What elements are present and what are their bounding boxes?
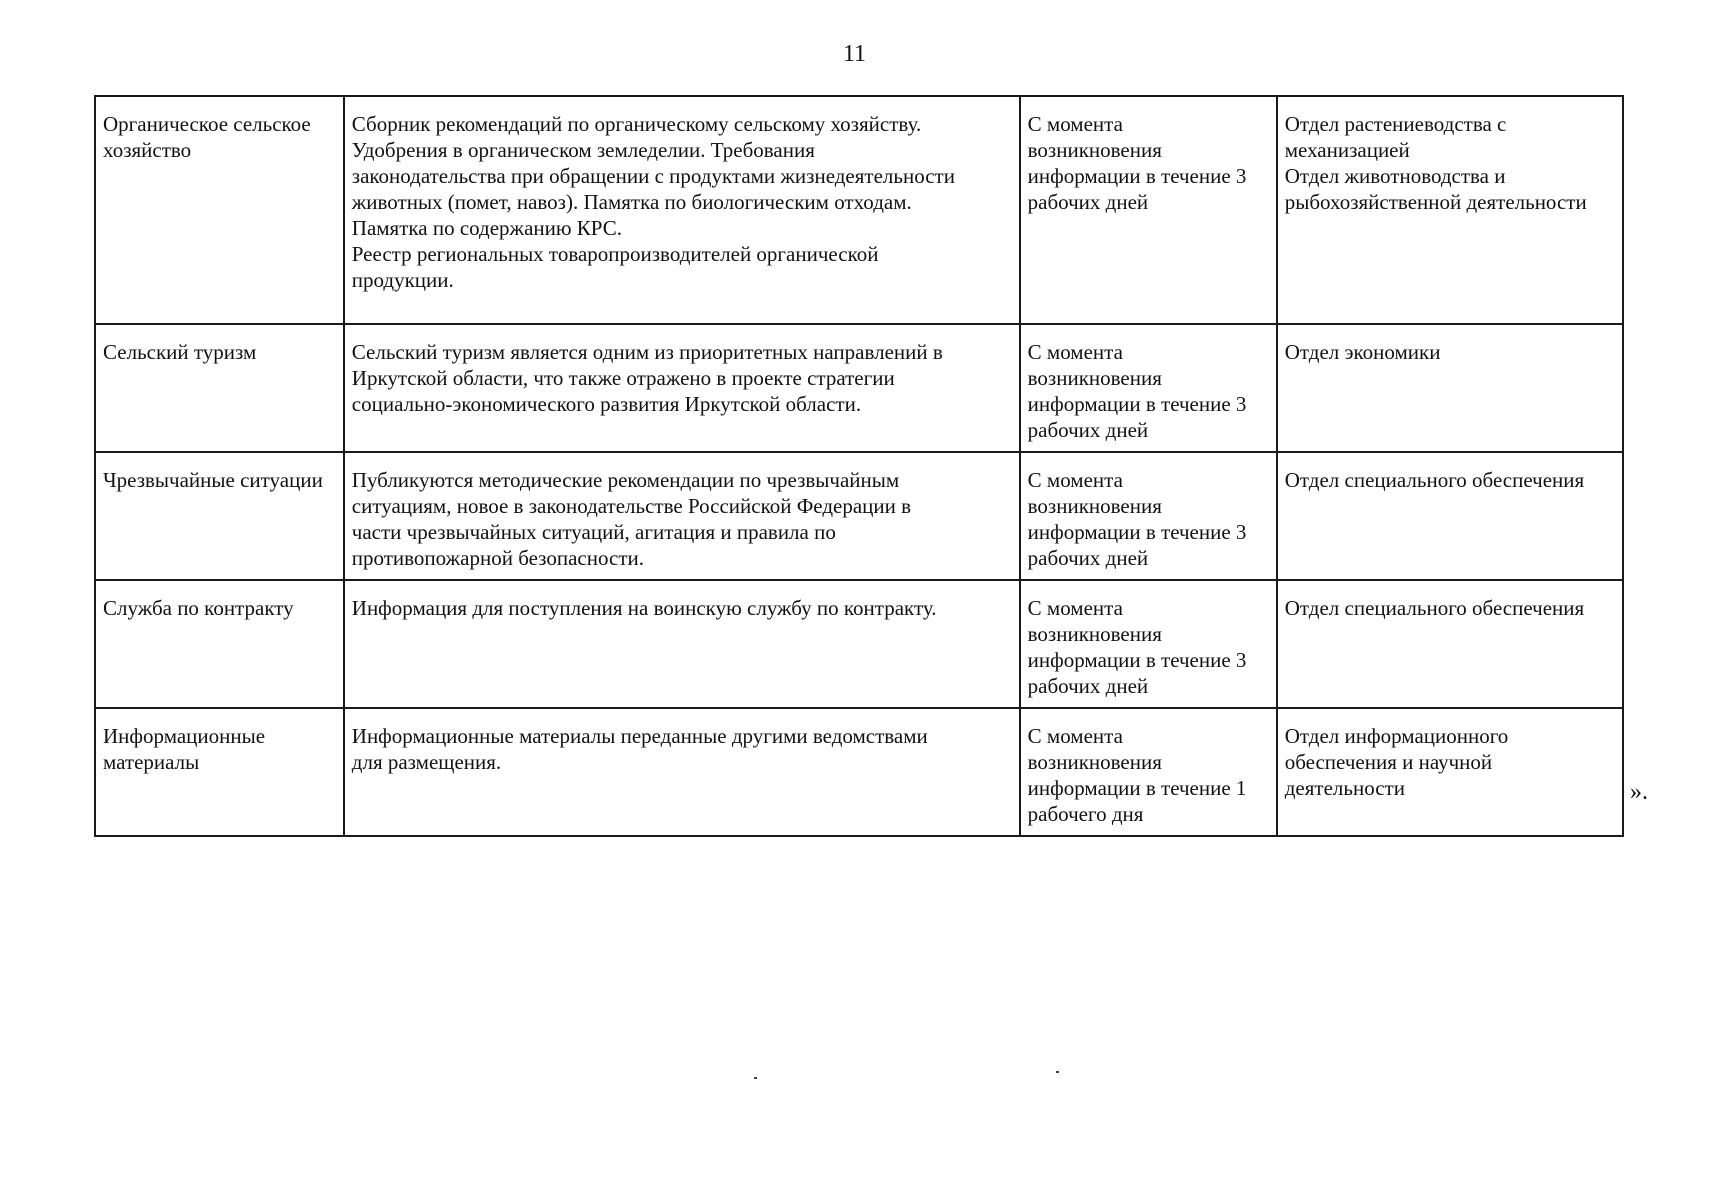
content-line: Реестр региональных товаропроизводителей органической (351, 242, 879, 266)
topic-line: Органическое сельское (103, 112, 311, 136)
term-line: информации в течение 3 (1027, 392, 1247, 416)
content-cell (344, 96, 1020, 324)
department-line: рыбохозяйственной деятельности (1284, 190, 1587, 214)
topic-line: Чрезвычайные ситуации (103, 468, 323, 492)
content-line: Публикуются методические рекомендации по чрезвычайным (351, 468, 900, 492)
content-line: Иркутской области, что также отражено в проекте стратегии (351, 366, 895, 390)
content-line: части чрезвычайных ситуаций, агитация и правила по (351, 520, 836, 544)
term-line: рабочих дней (1027, 546, 1149, 570)
content-line: законодательства при обращении с продуктами жизнедеятельности (351, 164, 955, 188)
content-line: для размещения. (351, 750, 502, 774)
term-line: возникновения (1027, 750, 1162, 774)
topic-line: Сельский туризм (103, 340, 257, 364)
table-row (95, 324, 1623, 452)
content-line: противопожарной безопасности. (351, 546, 644, 570)
topic-cell (95, 96, 344, 324)
term-line: С момента (1027, 724, 1123, 748)
closing-quote: ». (1630, 779, 1648, 805)
topic-cell (95, 708, 344, 836)
content-line: Сельский туризм является одним из приоритетных направлений в (351, 340, 943, 364)
content-line: ситуациям, новое в законодательстве Российской Федерации в (351, 494, 912, 518)
department-line: Отдел специального обеспечения (1284, 596, 1585, 620)
content-cell (344, 580, 1020, 708)
content-line: социально-экономического развития Иркутской области. (351, 392, 862, 416)
department-line: Отдел специального обеспечения (1284, 468, 1585, 492)
department-line: Отдел экономики (1284, 340, 1441, 364)
table-row (95, 708, 1623, 836)
topic-line: Служба по контракту (103, 596, 294, 620)
term-line: возникновения (1027, 622, 1162, 646)
term-cell (1020, 324, 1277, 452)
content-line: животных (помет, навоз). Памятка по биологическим отходам. (351, 190, 912, 214)
term-line: возникновения (1027, 138, 1162, 162)
scan-speck (1056, 1071, 1059, 1073)
topic-line: хозяйство (103, 138, 192, 162)
content-line: Информация для поступления на воинскую службу по контракту. (351, 596, 937, 620)
term-line: информации в течение 3 (1027, 520, 1247, 544)
department-cell (1277, 580, 1623, 708)
department-cell (1277, 708, 1623, 836)
topic-cell (95, 580, 344, 708)
department-cell (1277, 96, 1623, 324)
term-cell (1020, 452, 1277, 580)
content-cell (344, 452, 1020, 580)
content-cell (344, 708, 1020, 836)
term-line: рабочих дней (1027, 674, 1149, 698)
department-line: механизацией (1284, 138, 1410, 162)
department-line: Отдел информационного (1284, 724, 1509, 748)
term-cell (1020, 96, 1277, 324)
term-line: С момента (1027, 596, 1123, 620)
term-line: информации в течение 3 (1027, 648, 1247, 672)
info-table (94, 95, 1624, 837)
scan-speck (754, 1077, 757, 1079)
term-cell (1020, 708, 1277, 836)
table-row (95, 580, 1623, 708)
term-line: С момента (1027, 340, 1123, 364)
content-line: Памятка по содержанию КРС. (351, 216, 623, 240)
department-line: Отдел растениеводства с (1284, 112, 1507, 136)
term-line: С момента (1027, 112, 1123, 136)
term-line: С момента (1027, 468, 1123, 492)
topic-line: материалы (103, 750, 200, 774)
department-line: Отдел животноводства и (1284, 164, 1506, 188)
department-cell (1277, 452, 1623, 580)
topic-cell (95, 324, 344, 452)
topic-line: Информационные (103, 724, 266, 748)
department-line: обеспечения и научной (1284, 750, 1493, 774)
page-number: 11 (842, 41, 867, 67)
content-line: Удобрения в органическом земледелии. Требования (351, 138, 815, 162)
term-line: возникновения (1027, 494, 1162, 518)
term-line: рабочих дней (1027, 418, 1149, 442)
content-line: продукции. (351, 268, 454, 292)
content-line: Сборник рекомендаций по органическому сельскому хозяйству. (351, 112, 922, 136)
table-row (95, 96, 1623, 324)
department-line: деятельности (1284, 776, 1405, 800)
content-line: Информационные материалы переданные другими ведомствами (351, 724, 928, 748)
department-cell (1277, 324, 1623, 452)
term-line: рабочих дней (1027, 190, 1149, 214)
term-cell (1020, 580, 1277, 708)
content-cell (344, 324, 1020, 452)
term-line: рабочего дня (1027, 802, 1144, 826)
term-line: информации в течение 1 (1027, 776, 1247, 800)
table-row (95, 452, 1623, 580)
topic-cell (95, 452, 344, 580)
term-line: возникновения (1027, 366, 1162, 390)
term-line: информации в течение 3 (1027, 164, 1247, 188)
